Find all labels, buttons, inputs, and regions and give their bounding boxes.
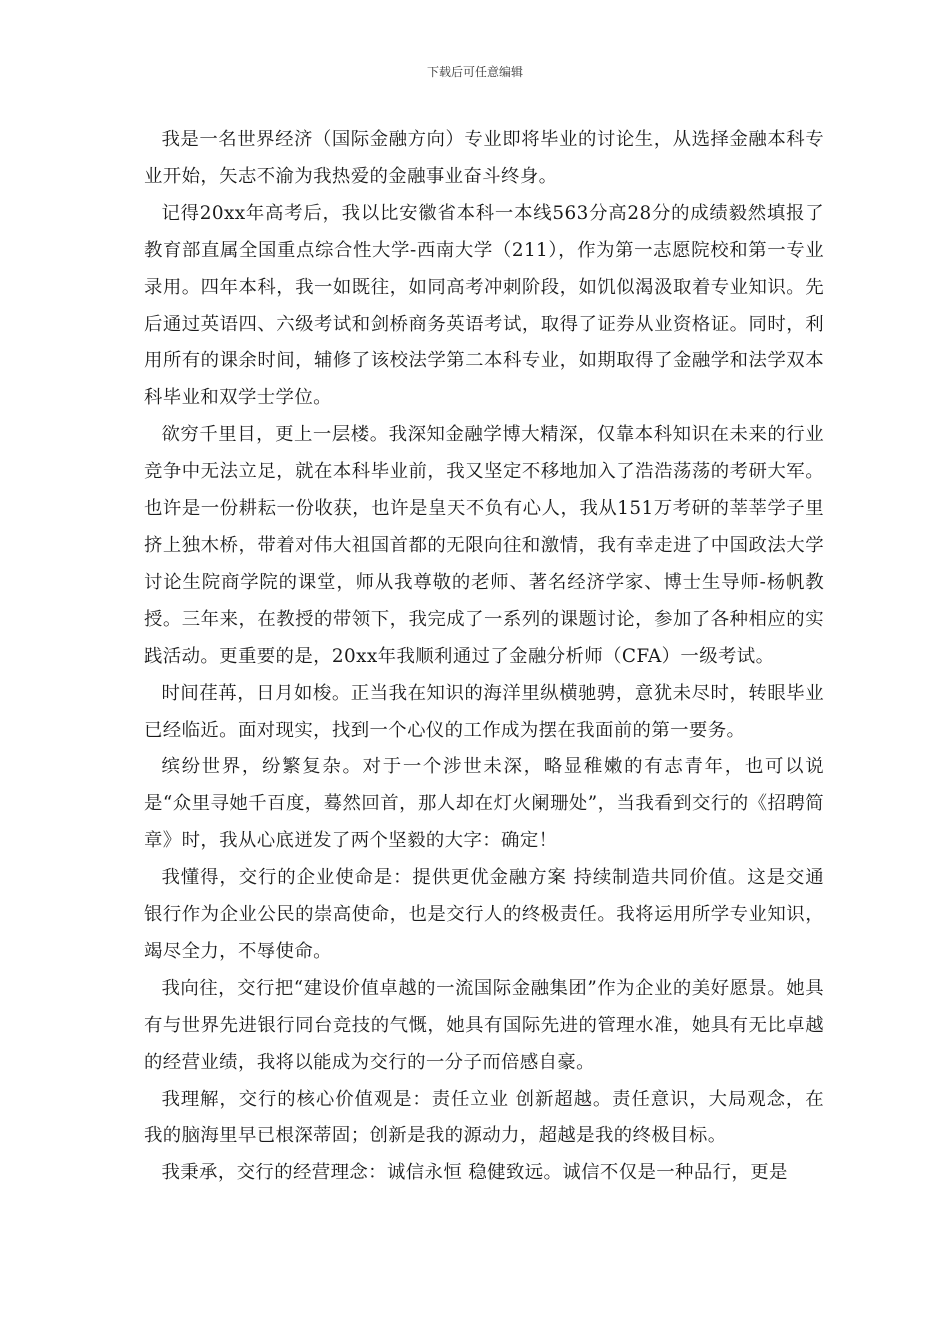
paragraph-intro: 我是一名世界经济（国际金融方向）专业即将毕业的讨论生，从选择金融本科专业开始，矢志不渝为我热爱的金融事业奋斗终身。 (144, 129, 824, 187)
paragraph-vision: 我向往，交行把“建设价值卓越的一流国际金融集团”作为企业的美好愿景。她具有与世界先进银行同台竞技的气慨，她具有国际先进的管理水准，她具有无比卓越的经营业绩，我将以能成为交行的一分子而倍感自豪。 (144, 977, 824, 1073)
paragraph-mission: 我懂得，交行的企业使命是：提供更优金融方案 持续制造共同价值。这是交通银行作为企业公民的崇高使命，也是交行人的终极责任。我将运用所学专业知识，竭尽全力，不辱使命。 (144, 867, 824, 962)
document-body (144, 122, 824, 1192)
paragraph-graduate: 欲穷千里目，更上一层楼。我深知金融学博大精深，仅靠本科知识在未来的行业竞争中无法立足，就在本科毕业前，我又坚定不移地加入了浩浩荡荡的考研大军。也许是一份耕耘一份收获，也许是皇天不负有心人，我从151万考研的莘莘学子里挤上独木桥，带着对伟大祖国首都的无限向往和激情，我有幸走进了中国政法大学讨论生院商学院的课堂，师从我尊敬的老师、著名经济学家、博士生导师-杨帆教授。三年来，在教授的带领下，我完成了一系列的课题讨论，参加了各种相应的实践活动。更重要的是，20xx年我顺利通过了金融分析师（CFA）一级考试。 (144, 424, 824, 667)
page-header: 下载后可任意编辑 (426, 65, 523, 79)
paragraph-graduation: 时间荏苒，日月如梭。正当我在知识的海洋里纵横驰骋，意犹未尽时，转眼毕业已经临近。面对现实，找到一个心仪的工作成为摆在我面前的第一要务。 (144, 682, 824, 741)
paragraph-values: 我理解，交行的核心价值观是：责任立业 创新超越。责任意识，大局观念，在我的脑海里早已根深蒂固；创新是我的源动力，超越是我的终极目标。 (144, 1088, 824, 1147)
paragraph-philosophy: 我秉承，交行的经营理念：诚信永恒 稳健致远。诚信不仅是一种品行，更是 (161, 1162, 788, 1184)
paragraph-undergraduate: 记得20xx年高考后，我以比安徽省本科一本线563分高28分的成绩毅然填报了教育部直属全国重点综合性大学-西南大学（211），作为第一志愿院校和第一专业录用。四年本科，我一如既往，如同高考冲刺阶段，如饥似渴汲取着专业知识。先后通过英语四、六级考试和剑桥商务英语考试，取得了证券从业资格证。同时，利用所有的课余时间，辅修了该校法学第二本科专业，如期取得了金融学和法学双本科毕业和双学士学位。 (144, 202, 824, 409)
paragraph-decision: 缤纷世界，纷繁复杂。对于一个涉世未深，略显稚嫩的有志青年，也可以说是“众里寻她千百度，蓦然回首，那人却在灯火阑珊处”，当我看到交行的《招聘简章》时，我从心底迸发了两个坚毅的大字：确定！ (144, 756, 824, 852)
